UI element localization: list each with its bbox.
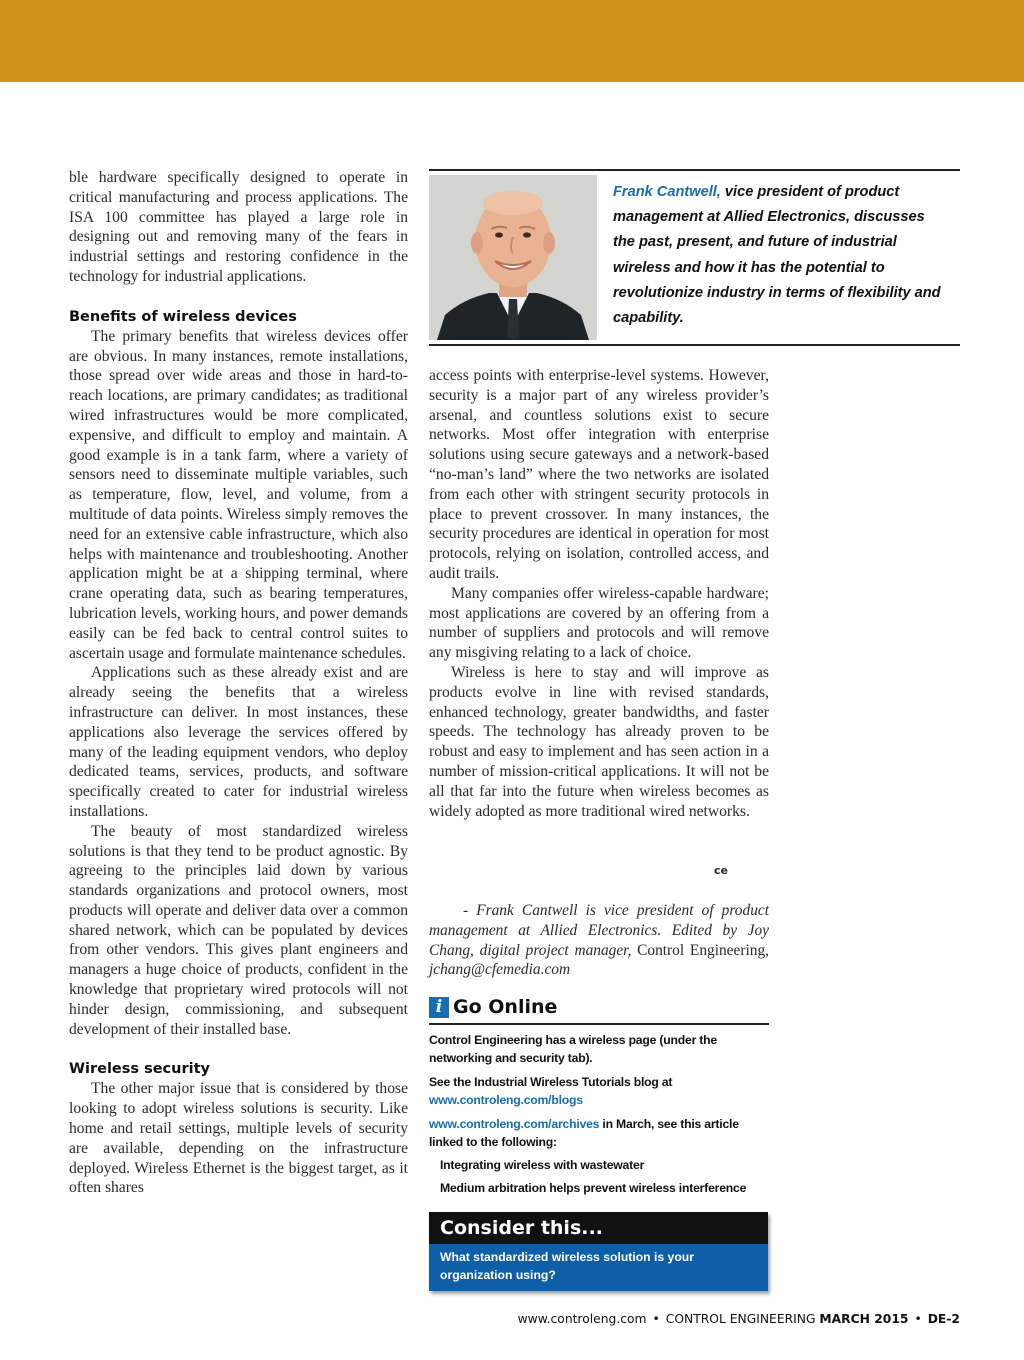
go-online-text: in March, see this article linked to the following: [429,1117,739,1149]
info-icon: i [429,997,449,1018]
go-online-title: Go Online [453,996,558,1018]
footer-url: www.controleng.com [517,1312,647,1326]
editor-email: jchang@cfemedia.com [429,961,571,979]
paragraph: ble hardware specifically designed to operate in critical manufacturing and process applications. The ISA 100 committee has played a large role in designing out and removing many of the fears in industrial settings and restoring confidence in the technology for industrial applications. [69,169,408,285]
author-profile-box [429,169,960,346]
consider-title: Consider this... [429,1212,768,1244]
footer-publication: CONTROL ENGINEERING [665,1312,816,1326]
go-online-item: Control Engineering has a wireless page (under the networking and security tab). [429,1033,717,1065]
paragraph: The other major issue that is considered by those looking to adopt wireless solutions is security. Like home and retail settings, multiple levels of security are available, depending on the infrastructure deployed. Wireless Ethernet is the biggest target, as it often shares [69,1080,408,1197]
publication-name: Control Engineering, [637,941,769,959]
left-article-column [69,168,408,1198]
profile-blurb [613,180,943,331]
credit-text: - Frank Cantwell is vice president of product management at Allied Electronics. Edited by Joy Chang, digital project manager, [429,902,769,959]
page-footer: www.controleng.com • CONTROL ENGINEERING MARCH 2015 • DE-2 [517,1312,960,1326]
go-online-item [429,1073,769,1109]
consider-question: What standardized wireless solution is your organization using? [440,1250,694,1282]
related-article: Integrating wireless with wastewater [440,1158,645,1172]
archives-link[interactable]: www.controleng.com/archives [429,1117,600,1131]
go-online-item [429,1115,769,1151]
related-article: Medium arbitration helps prevent wireless interference [440,1181,747,1195]
go-online-box [429,994,769,1197]
footer-date: MARCH 2015 [819,1312,909,1326]
paragraph: The beauty of most standardized wireless solutions is that they tend to be product agnostic. By agreeing to the principles laid down by various standards organizations and protocol owners, most products will operate and deliver data over a common shared network, which can be populated by devices from other vendors. This gives plant engineers and managers a huge choice of products, confident in the knowledge that proprietary wired protocols will not hinder design, commissioning, and subsequent development of their installed base. [69,822,408,1038]
go-online-text: See the Industrial Wireless Tutorials blog at [429,1075,673,1089]
page-number: DE-2 [927,1312,960,1326]
portrait-illustration [429,175,597,340]
paragraph: access points with enterprise-level systems. However, security is a major part of any wireless provider’s arsenal, and countless solutions exist to secure networks. Most offer integration with enterprise solutions using secure gateways and a network-based “no-man’s land” where the two networks are isolated from each other with stringent security protocols in place to prevent crossover. In many instances, the security procedures are identical in operation for most protocols, relying on isolation, controlled access, and audit trails. [429,367,769,582]
profile-description: vice president of product management at Allied Electronics, discusses the past, present, and future of industrial wireless and how it has the potential to revolutionize industry in terms of flexibility and capability. [613,184,941,327]
author-photo [429,175,597,340]
paragraph: Wireless is here to stay and will improve as products evolve in line with revised standards, enhanced technology, greater bandwidths, and faster speeds. The technology has already proven to be robust and easy to implement and has seen action in a number of mission-critical applications. It will not be all that far into the future when wireless becomes as widely adopted as more traditional wired networks. [429,663,769,820]
middle-article-column [429,366,769,821]
end-mark: ce [714,864,728,877]
author-credit [429,901,769,980]
top-color-bar [0,0,1024,82]
blogs-link[interactable]: www.controleng.com/blogs [429,1093,583,1107]
consider-this-box [429,1212,768,1291]
paragraph: Many companies offer wireless-capable hardware; most applications are covered by an offering from a number of suppliers and protocols and will remove any misgiving relating to a lack of choice. [429,584,769,662]
section-heading-security: Wireless security [69,1061,210,1078]
section-heading-benefits: Benefits of wireless devices [69,308,297,325]
author-name: Frank Cantwell, [613,184,721,200]
paragraph: The primary benefits that wireless devices offer are obvious. In many instances, remote installations, those spread over wide areas and those in hard-to-reach locations, are primary candidates; as traditional wired infrastructures would be more complicated, expensive, and difficult to employ and maintain. A good example is in a tank farm, where a variety of sensors need to disseminate multiple variables, such as temperature, flow, level, and volume, from a multitude of data points. Wireless simply removes the need for an extensive cable infrastructure, which also helps with maintenance and troubleshooting. Another application might be at a shipping terminal, where crane operating data, such as bearing temperatures, lubrication levels, working hours, and power demands easily can be fed back to central control suites to ascertain usage and formulate maintenance schedules. [69,327,408,662]
paragraph: Applications such as these already exist and are already seeing the benefits that a wireless infrastructure can deliver. In most instances, these applications also leverage the services offered by many of the leading equipment vendors, who deploy dedicated teams, services, products, and software specifically created to cater for industrial wireless installations. [69,664,408,820]
